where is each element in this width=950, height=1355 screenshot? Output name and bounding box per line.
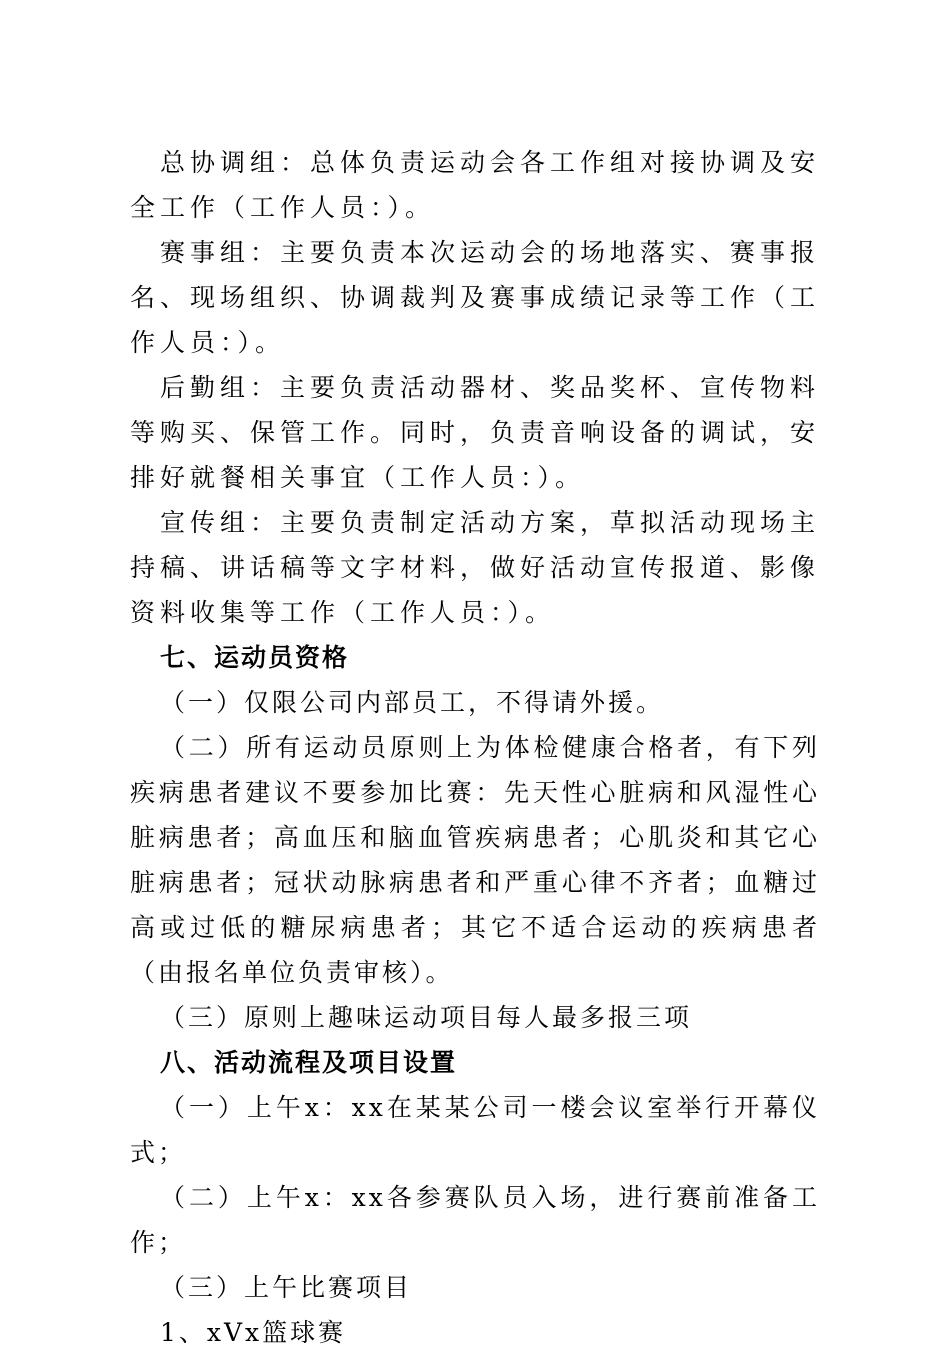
paragraph-logistics-group: 后勤组：主要负责活动器材、奖品奖杯、宣传物料等购买、保管工作。同时，负责音响设备的调试，安排好就餐相关事宜（工作人员：）。	[130, 373, 821, 492]
paragraph-event-group: 赛事组：主要负责本次运动会的场地落实、赛事报名、现场组织、协调裁判及赛事成绩记录等工作（工作人员：）。	[130, 238, 821, 357]
flow-item-1: （一）上午x：xx在某某公司一楼会议室举行开幕仪式；	[130, 1093, 820, 1167]
section-heading-athlete-eligibility: 七、运动员资格	[160, 643, 350, 672]
eligibility-item-2: （二）所有运动员原则上为体检健康合格者，有下列疾病患者建议不要参加比赛：先天性心脏病和风湿性心脏病患者；高血压和脑血管疾病患者；心肌炎和其它心脏病患者；冠状动脉病患者和严重心律不齐者；血糖过高或过低的糖尿病患者；其它不适合运动的疾病患者（由报名单位负责审核）。	[130, 733, 820, 987]
paragraph-publicity-group: 宣传组：主要负责制定活动方案，草拟活动现场主持稿、讲话稿等文字材料，做好活动宣传报道、影像资料收集等工作（工作人员：）。	[130, 508, 821, 627]
document-body	[0, 140, 950, 1355]
paragraph-coordination-group: 总协调组：总体负责运动会各工作组对接协调及安全工作（工作人员：）。	[130, 148, 821, 222]
eligibility-item-3: （三）原则上趣味运动项目每人最多报三项	[160, 1003, 693, 1032]
section-heading-activity-flow: 八、活动流程及项目设置	[160, 1048, 458, 1077]
eligibility-item-1: （一）仅限公司内部员工，不得请外援。	[160, 688, 665, 717]
flow-item-3: （三）上午比赛项目	[160, 1273, 413, 1302]
event-item-basketball: 1、xVx篮球赛	[160, 1318, 347, 1347]
flow-item-2: （二）上午x：xx各参赛队员入场，进行赛前准备工作；	[130, 1183, 820, 1257]
